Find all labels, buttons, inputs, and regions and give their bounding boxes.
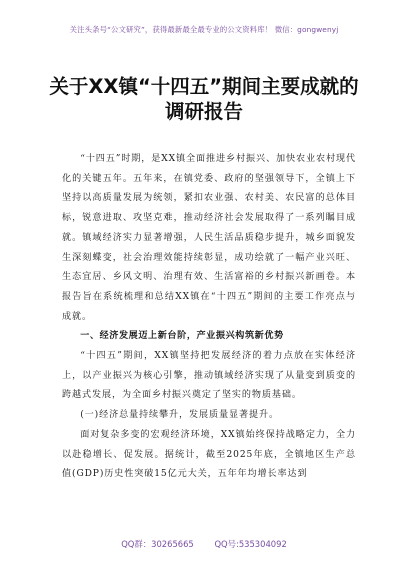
section-paragraph-1: “十四五”期间，XX镇坚持把发展经济的着力点放在实体经济上，以产业振兴为核心引擎，推动镇域经济实现了从量变到质变的跨越式发展，为全面乡村振兴奠定了坚实的物质基础。 (62, 351, 356, 401)
footer-qq-group: QQ群：30265665 (121, 539, 194, 549)
section-heading-1: 一、经济发展迈上新台阶，产业振兴构筑新优势 (80, 331, 284, 342)
subsection-heading-1: (一)经济总量持续攀升，发展质量显著提升。 (80, 410, 279, 421)
title-line-2: 调研报告 (164, 100, 243, 123)
section-paragraph-2: 面对复杂多变的宏观经济环境，XX镇始终保持战略定力，全力以赴稳增长、促发展。据统计，截至2025年底，全镇地区生产总值(GDP)历史性突破15亿元大关，五年年均增长率达到 (62, 429, 356, 480)
footer-qq-number: QQ号:535304092 (214, 539, 287, 549)
header-note: 关注头条号“公文研究”，获得最新最全最专业的公文资料库！ 微信：gongwenyj (69, 25, 339, 34)
document-body (62, 150, 356, 485)
document-title (40, 74, 368, 124)
footer-note (0, 538, 408, 550)
title-line-1: 关于XX镇“十四五”期间主要成就的 (49, 75, 359, 98)
intro-paragraph: “十四五”时期，是XX镇全面推进乡村振兴、加快农业农村现代化的关键五年。五年来，在镇党委、政府的坚强领导下，全镇上下坚持以高质量发展为统领，紧扣农业强、农村美、农民富的总体目标，锐意进取、攻坚克难，推动经济社会发展取得了一系列瞩目成就。镇域经济实力显著增强，人民生活品质稳步提升，城乡面貌发生深刻蝶变，社会治理效能持续彰显，成功绘就了一幅产业兴旺、生态宜居、乡风文明、治理有效、生活富裕的乡村振兴新画卷。本报告旨在系统梳理和总结XX镇在“十四五”期间的主要工作亮点与成就。 (62, 154, 356, 322)
